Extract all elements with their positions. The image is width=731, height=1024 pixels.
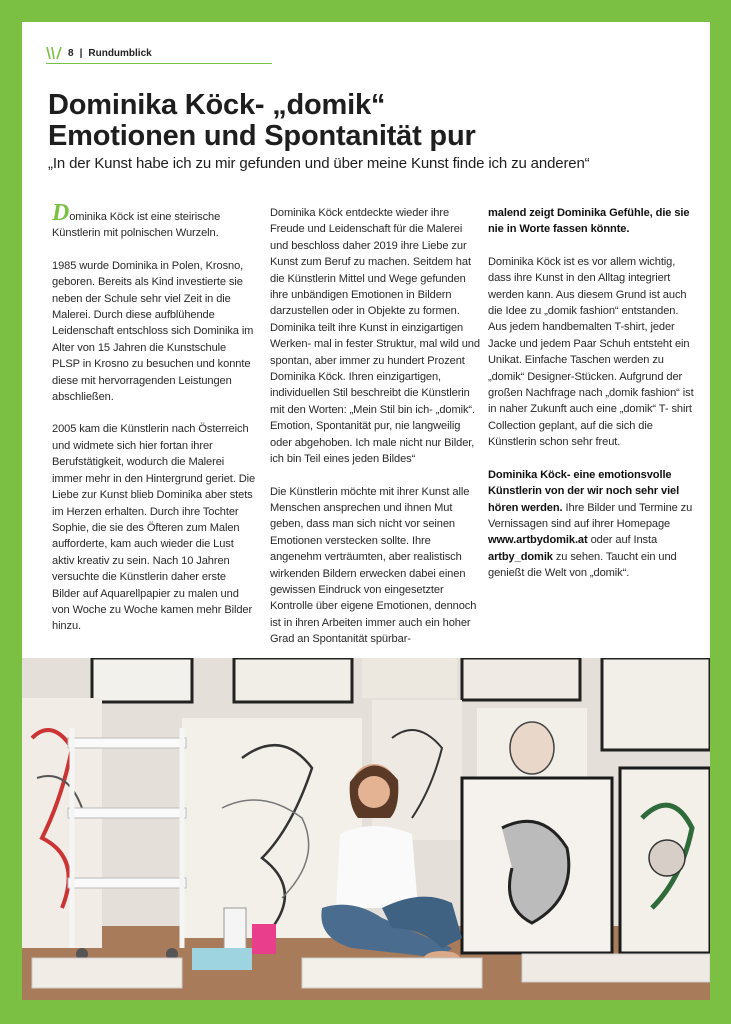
paragraph: [488, 467, 698, 582]
artist-studio-photo: [22, 658, 710, 1000]
paragraph-text: zu sehen. Taucht ein und genießt die Welt von „domik“.: [488, 550, 677, 580]
title-line-2: Emotionen und Spontanität pur: [48, 120, 476, 152]
header-divider: [46, 63, 272, 64]
paragraph-text: Ihre Bilder und Termine zu Vernissagen sind auf ihrer Homepage: [488, 501, 693, 530]
bold-text: malend zeigt Dominika Gefühle, die sie nie in Worte fassen könnte.: [488, 207, 690, 236]
paragraph: Die Künstlerin möchte mit ihrer Kunst alle Menschen ansprechen und ihnen Mut geben, dass man sich nicht vor seinen Emotionen verstecken sollte. Ihre angenehm verträumten, aber realistisch wirkenden Bildern erwecken dabei einen gewissen Eindruck von eingesetzter Kontrolle über eigene Emotionen, dennoch ist in ihren Arbeiten immer auch ein hoher Grad an Spontanität spürbar-: [270, 485, 477, 646]
page-number: 8: [68, 47, 74, 59]
photo-illustration: [22, 658, 710, 1000]
section-name: Rundumblick: [88, 47, 152, 59]
paragraph: Dominika Köck entdeckte wieder ihre Freude und Leidenschaft für die Malerei und beschloss daher 2019 ihre Liebe zur Kunst zum Beruf zu machen. Seitdem hat die Künstlerin Mittel und Wege gefunden ihre unbändigen Emotionen in Bildern darzustellen oder in Objekte zu formen. Dominika teilt ihre Kunst in einzigartigen Werken- mal in fester Struktur, mal wild und spontan, aber immer zu hundert Prozent Dominika Köck. Ihren einzigartigen, individuellen Stil beschreibt die Künstlerin mit den Worten: „Mein Stil bin ich- „domik“. Emotion, Spontanität pur, nie langweilig oder abgehoben. Ich male nicht nur Bilder, ich bin Teil eines jeden Bildes“: [270, 207, 480, 466]
paragraph: [52, 200, 256, 242]
article-title: [48, 90, 668, 152]
title-line-1: Dominika Köck- „domik“: [48, 89, 386, 121]
instagram-handle[interactable]: artby_domik: [488, 550, 553, 563]
paragraph: 2005 kam die Künstlerin nach Österreich und widmete sich hier fortan ihrer Berufstätigkeit, wodurch die Malerei immer mehr in den Hintergrund geriet. Die Liebe zur Kunst blieb Dominika aber stets im Herzen erhalten. Durch ihre Tochter Sophie, die sie des Öfteren zum Malen aufforderte, kam auch wieder die Lust aktiv kreativ zu sein. Nach 10 Jahren versuchte die Künstlerin daher erste Bilder auf Aquarellpapier zu malen und von Woche zu Woche kamen mehr Bilder hinzu.: [52, 423, 256, 633]
article-subtitle-quote: „In der Kunst habe ich zu mir gefunden und über meine Kunst finde ich zu anderen“: [48, 155, 590, 172]
website-link[interactable]: www.artbydomik.at: [488, 534, 588, 547]
text-column-2: [270, 205, 480, 664]
magazine-page: [22, 22, 710, 1000]
drop-cap: D: [52, 200, 70, 226]
logo-icon: [46, 46, 62, 60]
text-column-3: [488, 205, 698, 598]
text-column-1: [52, 200, 256, 651]
bold-text: Dominika Köck- eine emotionsvolle Künstlerin von der wir noch sehr viel hören werden.: [488, 468, 680, 514]
paragraph-text: oder auf Insta: [587, 534, 658, 547]
page-header: [46, 46, 152, 60]
header-separator: |: [79, 47, 83, 59]
paragraph: 1985 wurde Dominika in Polen, Krosno, geboren. Bereits als Kind investierte sie neben der Schule sehr viel Zeit in die Malerei. Durch diese aufblühende Leidenschaft entschloss sich Dominika im Alter von 15 Jahren die Kunstschule PLSP in Krosno zu besuchen und konnte diese mit hervorragenden Leistungen abschließen.: [52, 259, 254, 404]
paragraph-text: ominika Köck ist eine steirische Künstlerin mit polnischen Wurzeln.: [52, 211, 221, 240]
paragraph: Dominika Köck ist es vor allem wichtig, dass ihre Kunst in den Alltag integriert werden kann. Aus diesem Grund ist auch die Idee zu „domik fashion“ entstanden. Aus jedem handbemalten T-shirt, jeder Jacke und jedem Paar Schuh entsteht ein Unikat. Einfache Taschen werden zu „domik“ Designer-Stücken. Aufgrund der großen Nachfrage nach „domik fashion“ ist in naher Zukunft auch eine „domik“ T- shirt Collection geplant, auf die sich die Künstlerin schon sehr freut.: [488, 255, 694, 449]
paragraph: [488, 205, 698, 238]
